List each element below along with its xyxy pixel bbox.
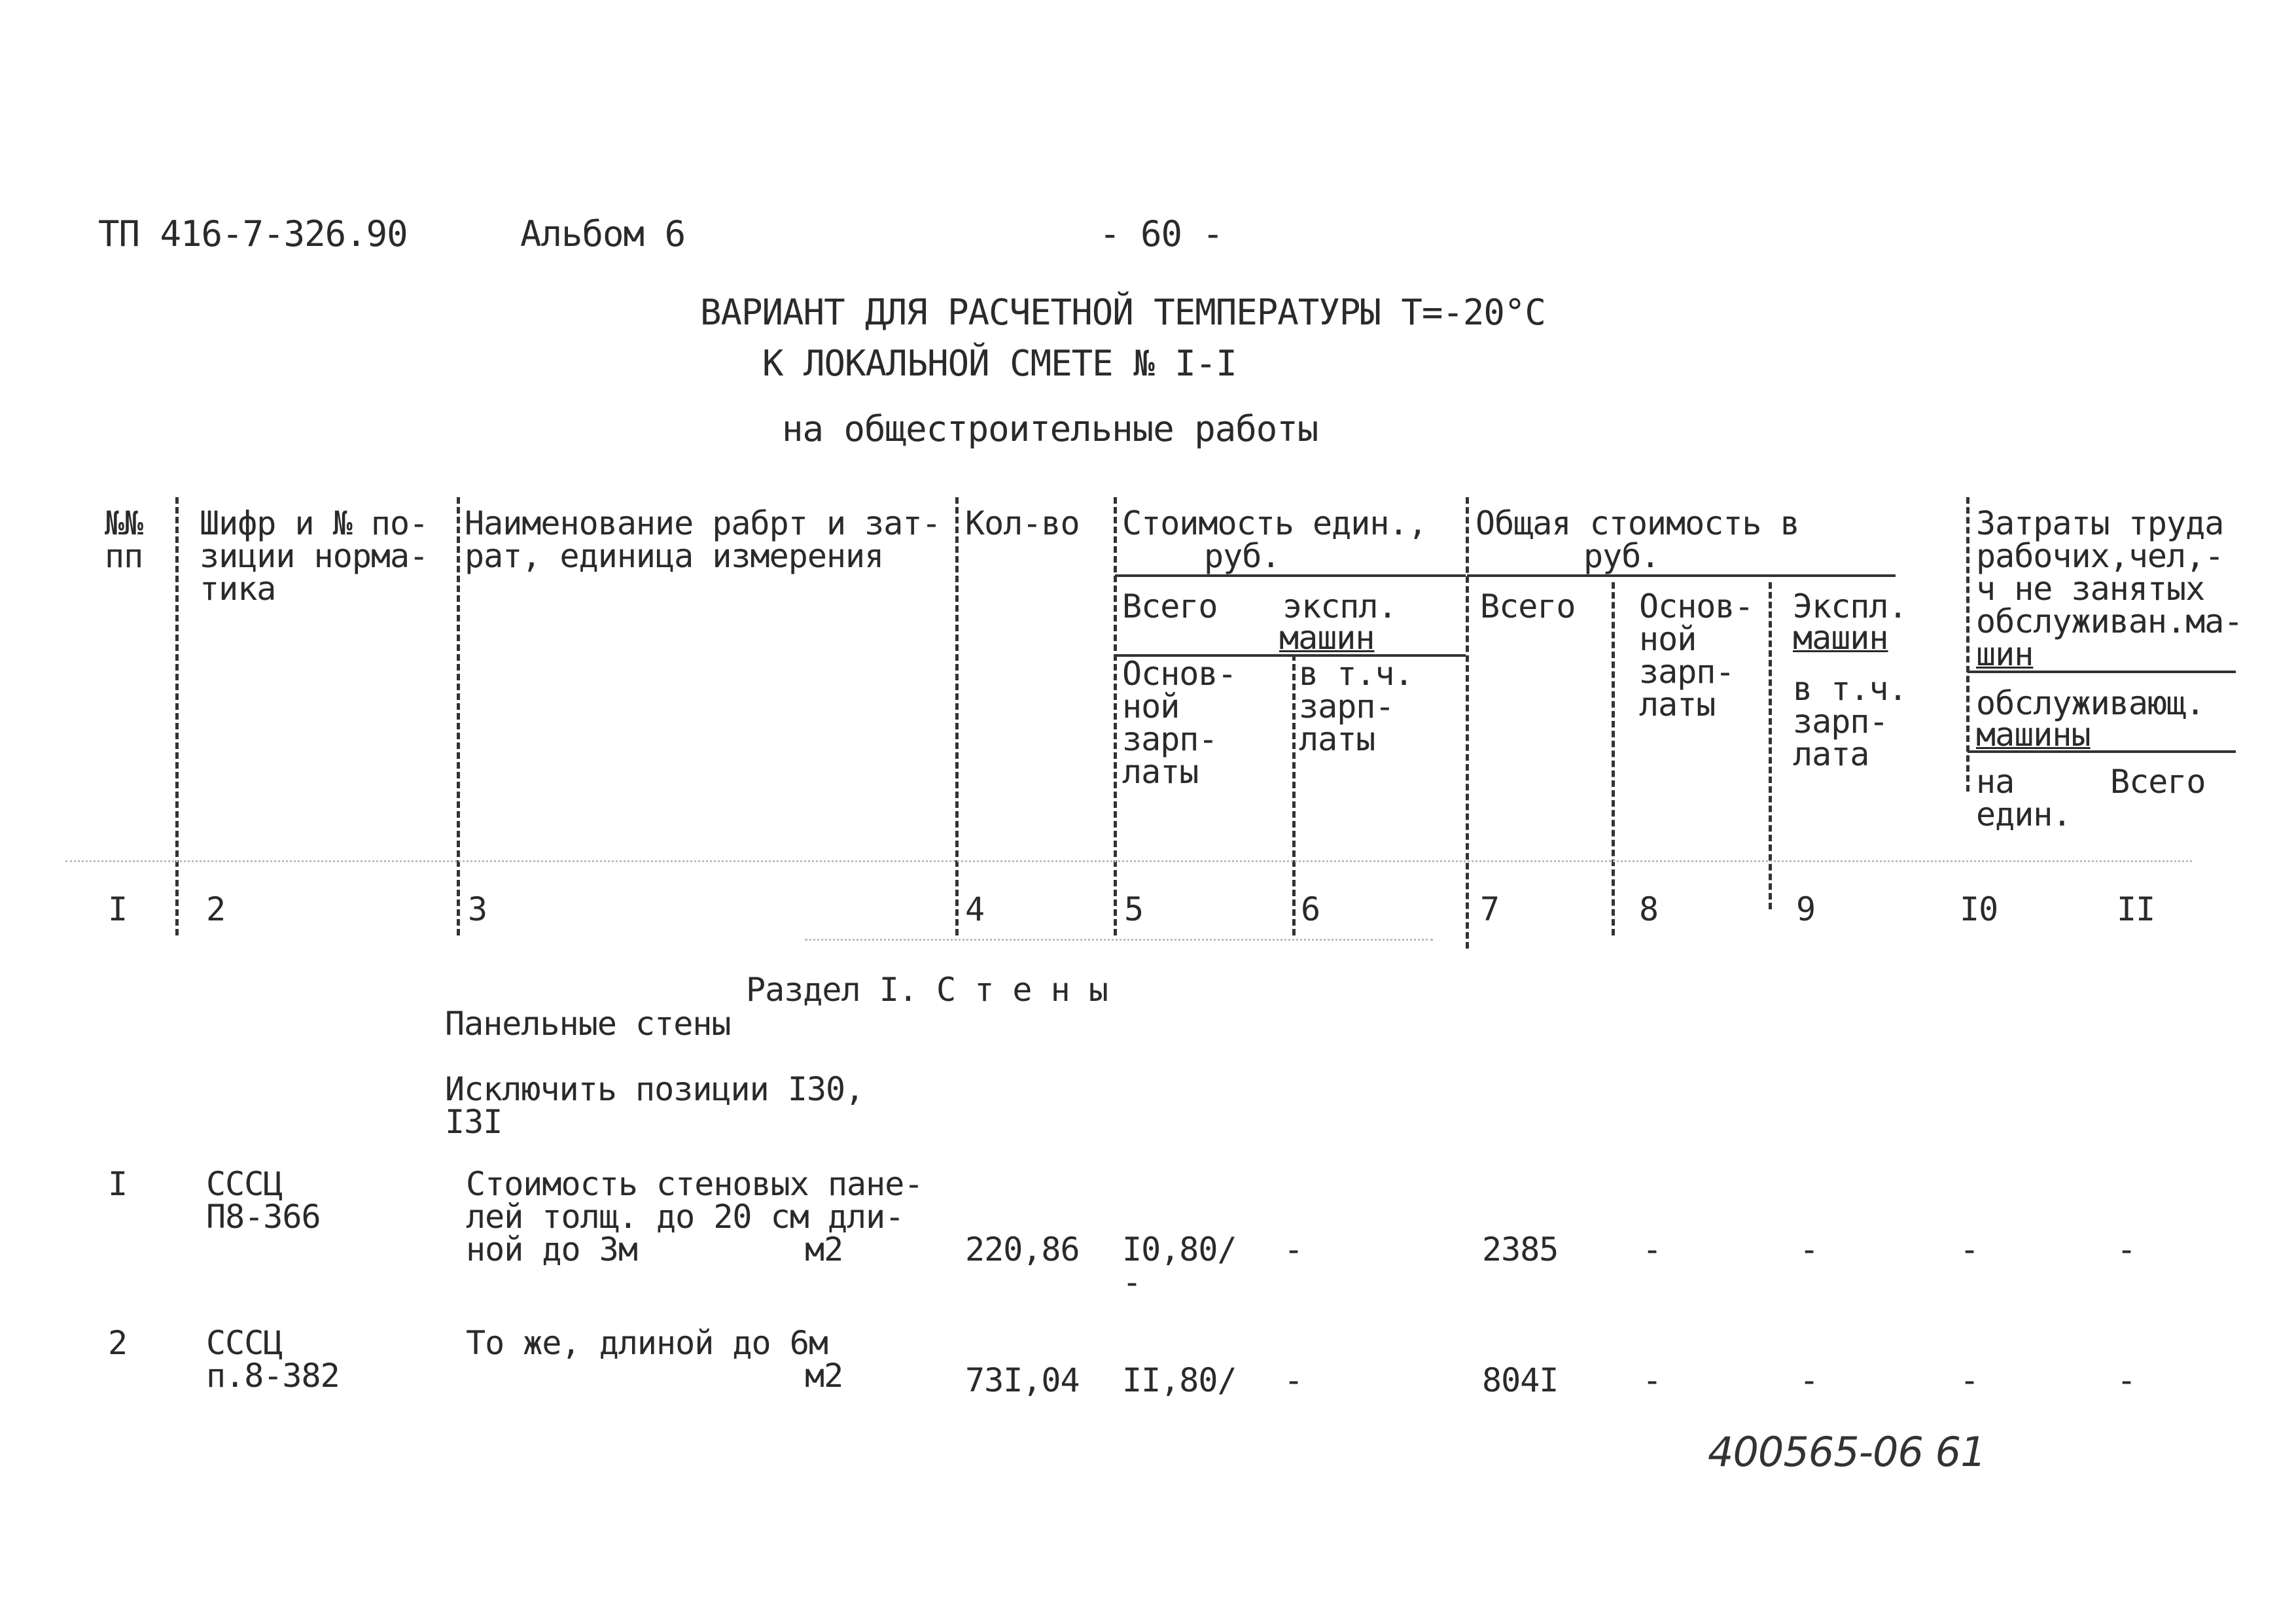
col-header-total-cost-unit: руб. [1583,537,1660,575]
column-number: I [108,890,128,928]
document-subtitle: К ЛОКАЛЬНОЙ СМЕТЕ № I-I [762,343,1237,384]
column-number: 7 [1480,890,1500,928]
column-separator [175,497,179,935]
col-header-total-mach-wages: в т.ч. зарп- лата [1793,670,1907,773]
column-separator [1612,582,1615,935]
row-mach-total: - [1799,1230,1819,1268]
col-header-number: №№ пп [105,504,143,575]
row-unit-cost: II,80/ [1122,1361,1237,1399]
col-header-unit-mach-wages: в т.ч. зарп- латы [1299,655,1413,758]
column-number: 8 [1639,890,1659,928]
col-header-unit-total: Всего [1122,587,1218,625]
document-code: ТП 416-7-326.90 [98,213,408,254]
section-title: Раздел I. С т е н ы [746,971,1108,1009]
column-number: II [2117,890,2155,928]
col-header-labor-service-u: машины [1976,716,2091,754]
col-header-labor-service: обслуживающ. [1976,684,2205,722]
col-header-labor-total: Всего [2110,763,2206,801]
col-header-total-wages: Основ- ной зарп- латы [1639,587,1754,724]
col-header-code: Шифр и № по- зиции норма- тика [200,504,429,608]
row-quantity: 73I,04 [965,1361,1080,1399]
row-code: СССЦ П8-366 [206,1165,321,1236]
column-separator [1466,497,1469,949]
col-header-name: Наименование рабрт и зат- рат, единица измерения [465,504,941,575]
row-labor-total: - [2117,1361,2136,1399]
col-header-unit-wages: Основ- ной зарп- латы [1122,655,1237,791]
header-rule [1115,574,1466,577]
col-header-unit-cost: Стоимость един., [1122,504,1427,542]
col-header-total-machines: Экспл. [1793,587,1907,625]
col-header-total-machines-u: машин [1793,619,1888,657]
handwritten-archive-number: 400565-06 61 [1708,1428,1986,1476]
column-separator [1292,654,1296,935]
col-header-labor: Затраты труда рабочих,чел,- ч не занятых обслуживан.ма- [1976,504,2243,640]
row-total: 804I [1482,1361,1559,1399]
row-labor-unit: - [1960,1361,1979,1399]
column-separator [1114,497,1117,935]
row-name: Стоимость стеновых пане- лей толщ. до 20 см дли- ной до 3м [466,1165,923,1268]
row-machines: - [1284,1361,1303,1399]
row-unit: м2 [805,1230,843,1268]
column-number: I0 [1960,890,1998,928]
row-total: 2385 [1482,1230,1559,1268]
row-mach-total: - [1799,1361,1819,1399]
column-number: 6 [1301,890,1320,928]
works-type: на общестроительные работы [782,408,1318,449]
document-title: ВАРИАНТ ДЛЯ РАСЧЕТНОЙ ТЕМПЕРАТУРЫ Т=-20°С [700,292,1545,333]
col-header-total: Всего [1480,587,1576,625]
column-number: 2 [206,890,226,928]
col-header-labor-u: шин [1976,635,2034,673]
row-labor-total: - [2117,1230,2136,1268]
column-separator [457,497,460,935]
column-number: 3 [468,890,487,928]
col-header-unit-cost-unit: руб. [1204,537,1280,575]
col-header-quantity: Кол-во [965,504,1080,542]
header-rule [1467,574,1896,577]
col-header-unit-machines-u: машин [1279,619,1375,657]
column-number: 9 [1796,890,1816,928]
column-separator [1966,497,1969,792]
row-unit-cost: I0,80/ - [1122,1230,1237,1301]
row-wages: - [1642,1361,1662,1399]
header-bottom-line [65,860,2192,862]
section-note: Исключить позиции I30, I3I [445,1070,864,1141]
row-unit: м2 [805,1357,843,1395]
row-name: То же, длиной до 6м [466,1324,828,1362]
row-code: СССЦ п.8-382 [206,1324,340,1395]
col-header-total-cost: Общая стоимость в [1475,504,1799,542]
column-number: 4 [965,890,985,928]
page-number: - 60 - [1099,213,1224,254]
row-machines: - [1284,1230,1303,1268]
album-label: Альбом 6 [520,213,686,254]
row-number: I [108,1165,128,1203]
column-number: 5 [1124,890,1144,928]
row-labor-unit: - [1960,1230,1979,1268]
column-separator [955,497,959,935]
row-wages: - [1642,1230,1662,1268]
section-subtitle: Панельные стены [445,1005,731,1043]
numbers-underline [805,939,1433,941]
col-header-labor-unit: на един. [1976,763,2072,833]
row-number: 2 [108,1324,128,1362]
row-quantity: 220,86 [965,1230,1080,1268]
col-header-unit-machines: экспл. [1282,587,1397,625]
